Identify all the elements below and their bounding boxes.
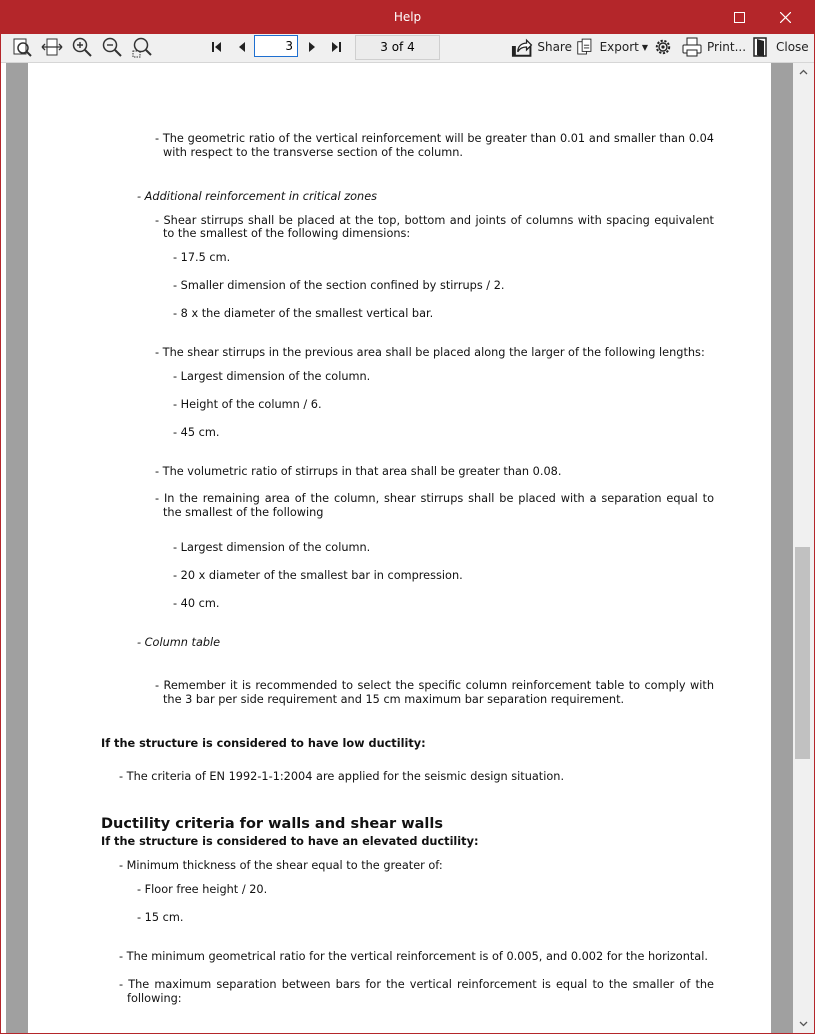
zoom-area-button[interactable] — [129, 36, 155, 58]
paragraph-line: - The criteria of EN 1992-1-1:2004 are applied for the seismic design situation. — [119, 770, 565, 783]
list-item: - 8 x the diameter of the smallest vertical bar. — [173, 307, 434, 320]
zoom-out-icon — [101, 36, 123, 58]
paragraph-line: to the smallest of the following dimensions: — [163, 227, 411, 240]
maximize-icon — [734, 12, 745, 23]
maximize-button[interactable] — [716, 0, 762, 34]
paragraph-line: - The shear stirrups in the previous area shall be placed along the larger of the following lengths: — [155, 346, 705, 359]
scroll-up-button[interactable] — [793, 63, 814, 81]
zoom-in-button[interactable] — [69, 36, 95, 58]
section-label-additional: - Additional reinforcement in critical zones — [137, 190, 378, 203]
title-bar — [0, 0, 815, 34]
list-item: - Largest dimension of the column. — [173, 370, 371, 383]
left-gutter — [6, 63, 28, 1033]
fit-width-icon — [41, 36, 63, 58]
fit-page-icon — [11, 36, 33, 58]
list-item: - 45 cm. — [173, 426, 220, 439]
next-page-icon — [306, 41, 318, 53]
paragraph-line: the 3 bar per side requirement and 15 cm maximum bar separation requirement. — [163, 693, 625, 706]
settings-button[interactable] — [651, 36, 675, 58]
close-x-icon — [780, 12, 791, 23]
paragraph-line: - Minimum thickness of the shear equal to the greater of: — [119, 859, 443, 872]
page-count-display: 3 of 4 — [355, 35, 440, 60]
window-title: Help — [393, 10, 422, 24]
condition-heading-elevated: If the structure is considered to have an elevated ductility: — [101, 835, 479, 848]
paragraph-line: - The maximum separation between bars for the vertical reinforcement is equal to the smaller of the — [119, 978, 714, 991]
paragraph-line: - In the remaining area of the column, shear stirrups shall be placed with a separation equal to — [155, 492, 714, 505]
export-label: Export — [599, 40, 639, 54]
paragraph-line: following: — [127, 992, 182, 1005]
chevron-down-icon — [799, 1021, 808, 1027]
fit-page-button[interactable] — [9, 36, 35, 58]
last-page-button[interactable] — [327, 36, 345, 58]
fit-width-button[interactable] — [39, 36, 65, 58]
last-page-icon — [330, 41, 342, 53]
list-item: - Largest dimension of the column. — [173, 541, 371, 554]
share-label: Share — [537, 40, 572, 54]
window-close-button[interactable] — [762, 0, 808, 34]
list-item: - 15 cm. — [137, 911, 184, 924]
export-icon — [576, 36, 594, 58]
gear-icon — [653, 37, 673, 57]
paragraph-line: - The geometric ratio of the vertical reinforcement will be greater than 0.01 and smaller than 0.04 — [155, 132, 714, 145]
zoom-in-icon — [71, 36, 93, 58]
previous-page-icon — [236, 41, 248, 53]
document-page — [28, 63, 771, 1033]
paragraph-line: with respect to the transverse section of the column. — [163, 146, 464, 159]
section-label-column-table: - Column table — [137, 636, 221, 649]
scrollbar-thumb[interactable] — [795, 547, 810, 759]
export-button[interactable] — [576, 36, 648, 58]
paragraph-line: - The volumetric ratio of stirrups in that area shall be greater than 0.08. — [155, 465, 562, 478]
list-item: - 40 cm. — [173, 597, 220, 610]
condition-heading-low: If the structure is considered to have low ductility: — [101, 737, 426, 750]
list-item: - Floor free height / 20. — [137, 883, 268, 896]
door-exit-icon — [751, 36, 771, 58]
paragraph-line: the smallest of the following — [163, 506, 324, 519]
printer-icon — [681, 36, 703, 58]
section-heading-walls: Ductility criteria for walls and shear walls — [101, 816, 443, 832]
list-item: - 20 x diameter of the smallest bar in compression. — [173, 569, 463, 582]
share-button[interactable] — [510, 36, 572, 58]
paragraph-line: - Shear stirrups shall be placed at the top, bottom and joints of columns with spacing equivalent — [155, 214, 714, 227]
list-item: - Smaller dimension of the section confined by stirrups / 2. — [173, 279, 505, 292]
right-gutter — [771, 63, 793, 1033]
chevron-up-icon — [799, 69, 808, 75]
paragraph-line: - Remember it is recommended to select the specific column reinforcement table to comply with — [155, 679, 714, 692]
scroll-down-button[interactable] — [793, 1015, 814, 1033]
next-page-button[interactable] — [303, 36, 321, 58]
print-button[interactable] — [681, 36, 747, 58]
zoom-out-button[interactable] — [99, 36, 125, 58]
share-icon — [510, 36, 533, 58]
close-label: Close — [776, 40, 809, 54]
first-page-button[interactable] — [208, 36, 226, 58]
first-page-icon — [211, 41, 223, 53]
list-item: - 17.5 cm. — [173, 251, 231, 264]
print-label: Print... — [707, 40, 747, 54]
list-item: - Height of the column / 6. — [173, 398, 322, 411]
vertical-scrollbar[interactable] — [793, 63, 814, 1033]
previous-page-button[interactable] — [233, 36, 251, 58]
close-button[interactable] — [751, 36, 811, 58]
dropdown-arrow-icon: ▼ — [641, 42, 648, 52]
page-number-input[interactable]: 3 — [254, 35, 298, 57]
zoom-area-icon — [131, 36, 153, 58]
paragraph-line: - The minimum geometrical ratio for the vertical reinforcement is of 0.005, and 0.002 for the horizontal. — [119, 950, 708, 963]
